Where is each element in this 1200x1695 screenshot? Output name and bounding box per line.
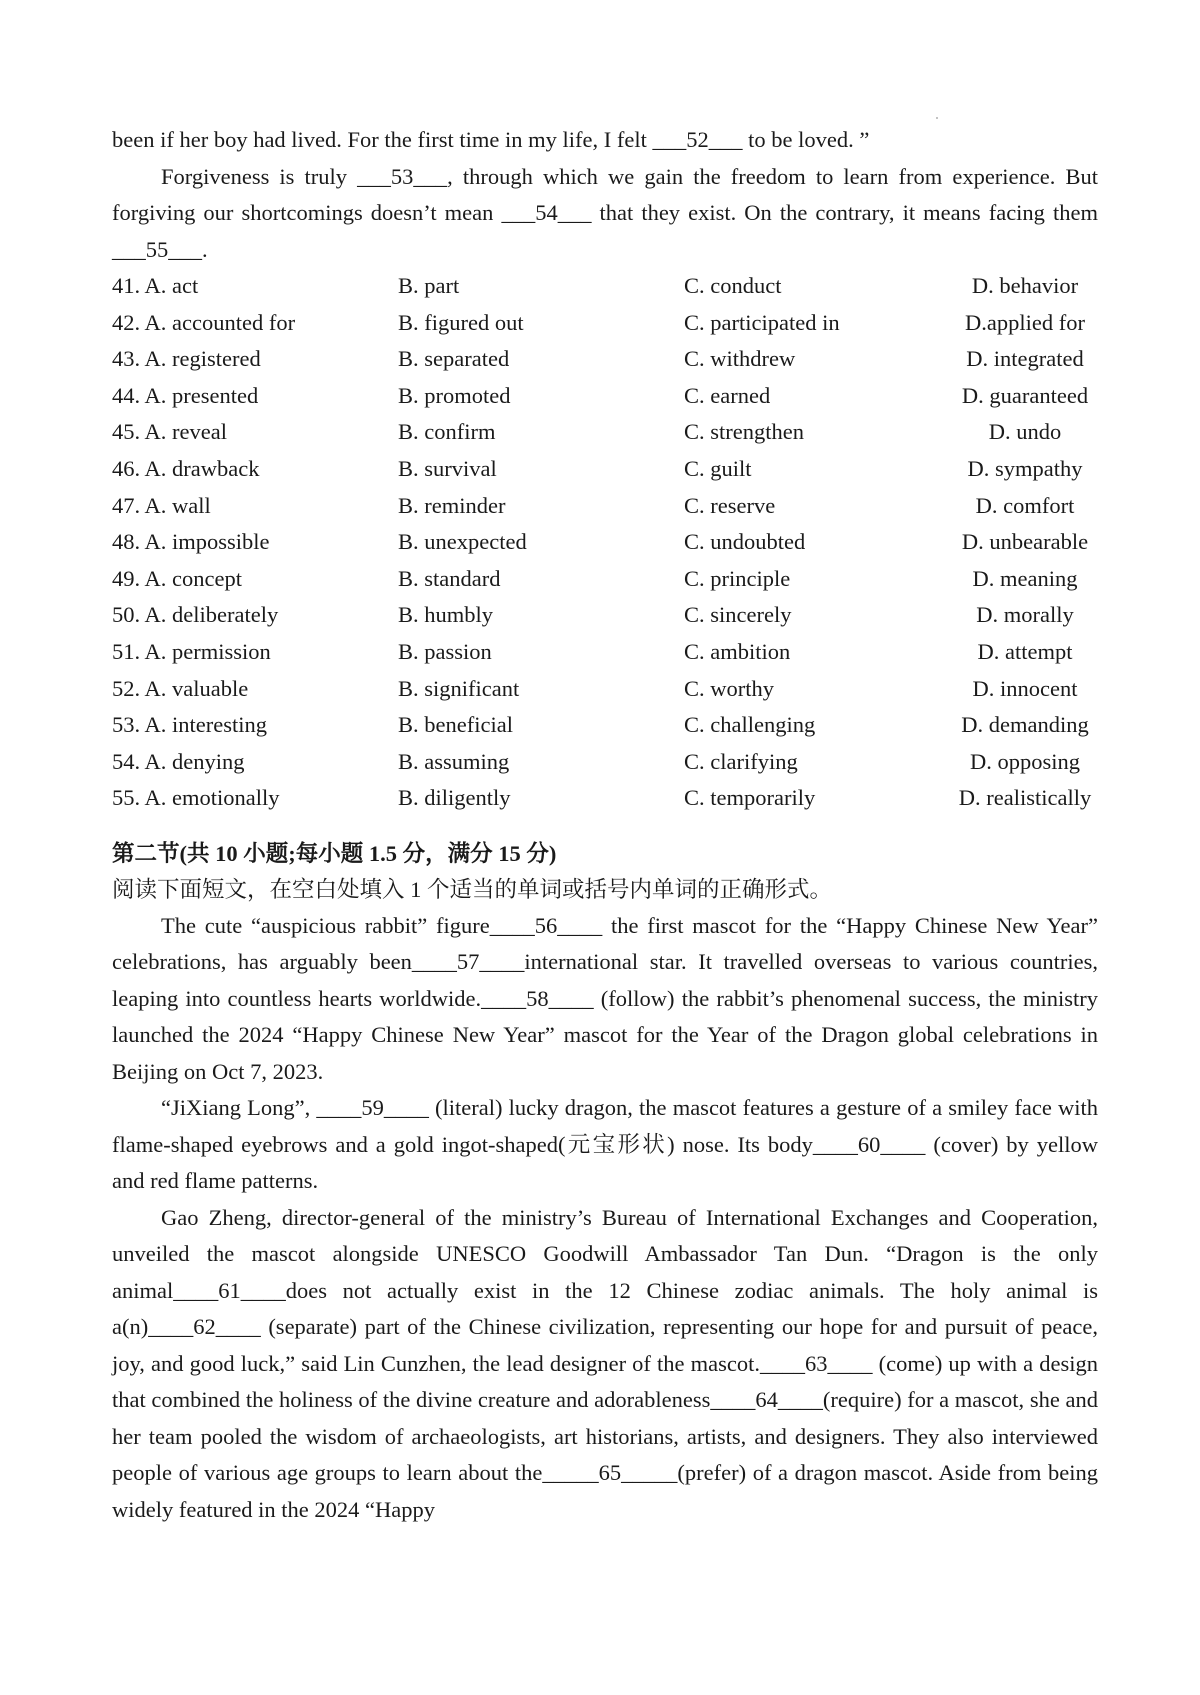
option-row [112, 451, 1098, 488]
option-a [112, 634, 398, 671]
option-a [112, 597, 398, 634]
option-a [112, 671, 398, 708]
question-number: 47. [112, 492, 141, 518]
question-number: 41. [112, 273, 141, 298]
option-a-text: A. impossible [144, 529, 270, 555]
option-b: B. separated [398, 346, 510, 372]
option-row [112, 305, 1098, 342]
option-row [112, 341, 1098, 378]
option-a [112, 378, 398, 415]
options-table [112, 268, 1098, 817]
question-number: 50. [112, 602, 141, 628]
option-d: D. realistically [958, 785, 1092, 811]
section2-paragraph-1: The cute “auspicious rabbit” figure____56____ the first mascot for the “Happy Chinese New Year” celebrations, has arguably been____57____international star. It travelled overseas to various countries, leaping into countless hearts worldwide.____58____ (follow) the rabbit’s phenomenal success, the ministry launched the 2024 “Happy Chinese New Year” mascot for the Year of the Dragon global celebrations in Beijing on Oct 7, 2023. [112, 912, 1098, 1084]
option-b: B. promoted [398, 382, 511, 408]
option-d: D. innocent [972, 675, 1078, 701]
option-d: D. behavior [971, 273, 1079, 298]
option-row [112, 561, 1098, 598]
option-a-text: A. deliberately [144, 602, 279, 628]
option-c: C. withdrew [684, 346, 796, 372]
option-d: D. unbearable [961, 529, 1089, 555]
option-c: C. challenging [684, 712, 816, 738]
option-d: D. meaning [972, 565, 1078, 591]
option-row [112, 707, 1098, 744]
option-b: B. beneficial [398, 712, 513, 738]
option-row [112, 780, 1098, 817]
scan-speck [936, 117, 938, 119]
option-d: D.applied for [965, 309, 1085, 335]
question-number: 52. [112, 675, 141, 701]
question-number: 42. [112, 309, 141, 335]
option-row [112, 524, 1098, 561]
option-c: C. earned [684, 382, 771, 408]
passage-paragraph: Forgiveness is truly ___53___, through which we gain the freedom to learn from experience. But forgiving our shortcomings doesn’t mean ___54___ that they exist. On the contrary, it means facing them ___55___. [112, 163, 1098, 262]
question-number: 44. [112, 382, 141, 408]
option-a [112, 341, 398, 378]
option-d: D. guaranteed [961, 382, 1089, 408]
option-row [112, 671, 1098, 708]
option-c: C. guilt [684, 455, 752, 481]
option-d: D. undo [988, 419, 1062, 445]
option-row [112, 597, 1098, 634]
option-c: C. undoubted [684, 529, 806, 555]
option-b: B. confirm [398, 419, 496, 445]
option-row [112, 488, 1098, 525]
option-c: C. conduct [684, 273, 782, 298]
option-b: B. assuming [398, 748, 510, 774]
option-c: C. clarifying [684, 748, 798, 774]
option-b: B. standard [398, 565, 501, 591]
option-b: B. passion [398, 638, 492, 664]
option-a-text: A. concept [144, 565, 242, 591]
option-row [112, 414, 1098, 451]
question-number: 43. [112, 346, 141, 372]
option-a-text: A. registered [144, 346, 261, 372]
option-row [112, 268, 1098, 305]
exam-page [112, 122, 1098, 1528]
option-a [112, 268, 398, 305]
option-a-text: A. accounted for [144, 309, 296, 335]
question-number: 48. [112, 529, 141, 555]
option-a [112, 524, 398, 561]
option-a [112, 414, 398, 451]
option-b: B. figured out [398, 309, 524, 335]
option-a-text: A. permission [144, 638, 271, 664]
section2-paragraph-3: Gao Zheng, director-general of the ministry’s Bureau of International Exchanges and Cooperation, unveiled the mascot alongside UNESCO Goodwill Ambassador Tan Dun. “Dragon is the only animal____61____does not actually exist in the 12 Chinese zodiac animals. The holy animal is a(n)____62____ (separate) part of the Chinese civilization, representing our hope for and pursuit of peace, joy, and good luck,” said Lin Cunzhen, the lead designer of the mascot.____63____ (come) up with a design that combined the holiness of the divine creature and adorableness____64____(require) for a mascot, she and her team pooled the wisdom of archaeologists, art historians, artists, and designers. They also interviewed people of various age groups to learn about the_____65_____(prefer) of a dragon mascot. Aside from being widely featured in the 2024 “Happy [112, 1204, 1098, 1522]
option-c: C. participated in [684, 309, 840, 335]
option-c: C. principle [684, 565, 791, 591]
option-d: D. opposing [969, 748, 1080, 774]
option-c: C. sincerely [684, 602, 792, 628]
option-a-text: A. wall [144, 492, 211, 518]
option-a-text: A. interesting [144, 712, 267, 738]
option-b: B. reminder [398, 492, 506, 518]
option-row [112, 744, 1098, 781]
option-a [112, 744, 398, 781]
option-b: B. diligently [398, 785, 511, 811]
option-d: D. demanding [961, 712, 1089, 738]
option-a [112, 780, 398, 817]
option-a-text: A. drawback [144, 455, 260, 481]
option-c: C. worthy [684, 675, 774, 701]
question-number: 49. [112, 565, 141, 591]
question-number: 53. [112, 712, 141, 738]
option-a [112, 305, 398, 342]
passage-line-top: been if her boy had lived. For the first time in my life, I felt ___52___ to be loved. ” [112, 127, 870, 152]
option-a [112, 707, 398, 744]
option-a-text: A. denying [144, 748, 245, 774]
option-d: D. comfort [975, 492, 1075, 518]
option-b: B. unexpected [398, 529, 527, 555]
option-b: B. survival [398, 455, 497, 481]
option-a-text: A. presented [144, 382, 259, 408]
option-d: D. morally [976, 602, 1074, 628]
section-title: 第二节(共 10 小题;每小题 1.5 分，满分 15 分) [112, 840, 557, 866]
option-a-text: A. valuable [144, 675, 249, 701]
question-number: 46. [112, 455, 141, 481]
option-a [112, 488, 398, 525]
option-row [112, 634, 1098, 671]
option-b: B. humbly [398, 602, 494, 628]
option-d: D. sympathy [967, 455, 1083, 481]
option-d: D. integrated [966, 346, 1084, 372]
option-a [112, 451, 398, 488]
option-d: D. attempt [977, 638, 1073, 664]
option-a-text: A. emotionally [144, 785, 280, 811]
option-c: C. strengthen [684, 419, 804, 445]
question-number: 45. [112, 419, 141, 445]
option-row [112, 378, 1098, 415]
section2-paragraph-2: “JiXiang Long”, ____59____ (literal) lucky dragon, the mascot features a gesture of a smiley face with flame-shaped eyebrows and a gold ingot-shaped(元宝形状) nose. Its body____60____ (cover) by yellow and red flame patterns. [112, 1095, 1098, 1194]
section-instruction: 阅读下面短文，在空白处填入 1 个适当的单词或括号内单词的正确形式。 [112, 876, 833, 902]
option-c: C. temporarily [684, 785, 816, 811]
option-a-text: A. reveal [144, 419, 227, 445]
option-b: B. significant [398, 675, 520, 701]
option-a-text: A. act [144, 273, 199, 298]
question-number: 55. [112, 785, 141, 811]
question-number: 51. [112, 638, 141, 664]
option-a [112, 561, 398, 598]
option-c: C. reserve [684, 492, 776, 518]
question-number: 54. [112, 748, 141, 774]
option-c: C. ambition [684, 638, 791, 664]
option-b: B. part [398, 273, 460, 298]
